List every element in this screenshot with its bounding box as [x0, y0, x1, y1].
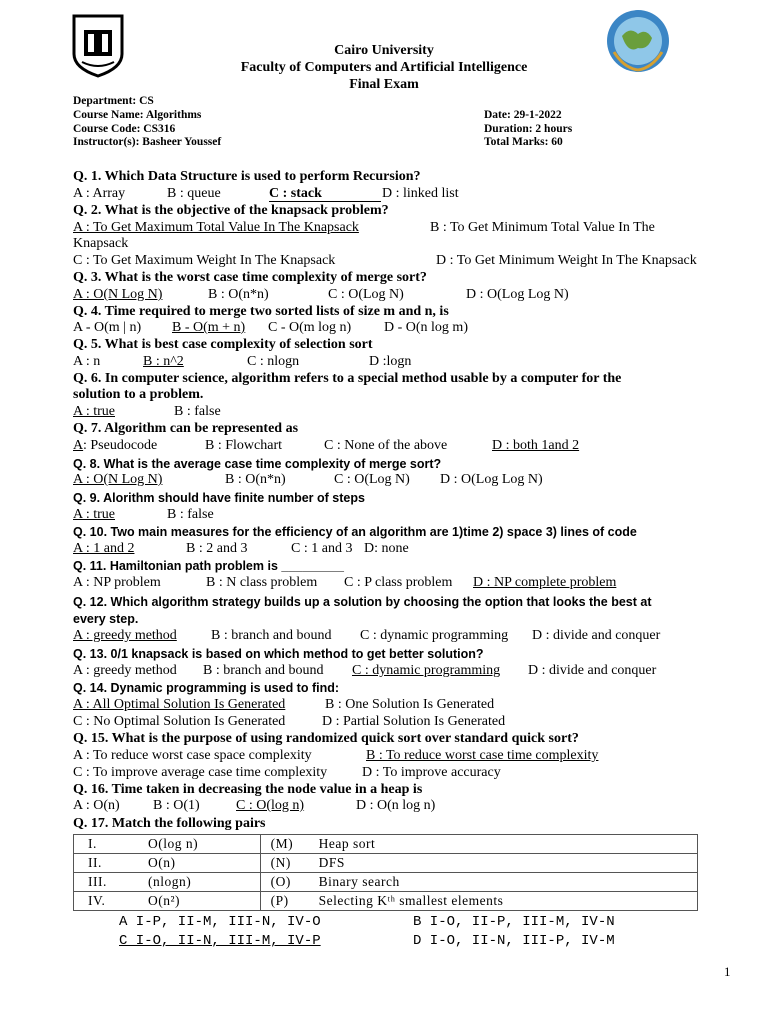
q2-option-a: A : To Get Maximum Total Value In The Knapsack — [73, 220, 359, 235]
row-letter: (M) — [260, 835, 315, 854]
q4-option-d: D - O(n log m) — [384, 320, 468, 335]
question-12: Q. 12. Which algorithm strategy builds up a solution by choosing the option that looks the best at — [73, 595, 652, 609]
page-number: 1 — [724, 964, 731, 979]
question-6-cont: solution to a problem. — [73, 387, 204, 402]
question-14: Q. 14. Dynamic programming is used to find: — [73, 681, 340, 695]
row-numeral: IV. — [74, 892, 145, 911]
question-4: Q. 4. Time required to merge two sorted lists of size m and n, is — [73, 304, 449, 319]
q8-option-a: A : O(N Log N) — [73, 472, 163, 487]
q10-option-c: C : 1 and 3 — [291, 541, 353, 556]
question-7: Q. 7. Algorithm can be represented as — [73, 421, 299, 436]
q4-option-c: C - O(m log n) — [268, 320, 352, 335]
q3-option-b: B : O(n*n) — [208, 287, 269, 302]
q15-option-a: A : To reduce worst case space complexity — [73, 748, 312, 763]
row-letter: (P) — [260, 892, 315, 911]
table-row — [74, 873, 698, 892]
q14-option-b: B : One Solution Is Generated — [325, 697, 495, 712]
q12-option-c: C : dynamic programming — [360, 628, 509, 643]
q1-option-c: C : stack — [269, 186, 381, 202]
q17-option-a: A I-P, II-M, III-N, IV-O — [119, 914, 321, 930]
q16-option-c: C : O(log n) — [236, 798, 305, 813]
row-numeral: III. — [74, 873, 145, 892]
row-complexity: (nlogn) — [144, 873, 260, 892]
row-numeral: II. — [74, 854, 145, 873]
q9-option-a: A : true — [73, 507, 115, 522]
q13-option-c: C : dynamic programming — [352, 663, 501, 678]
q1-option-a: A : Array — [73, 186, 126, 201]
q13-option-d: D : divide and conquer — [528, 663, 657, 678]
question-13: Q. 13. 0/1 knapsack is based on which method to get better solution? — [73, 647, 484, 661]
q7-option-a-letter: A — [73, 438, 84, 453]
row-numeral: I. — [74, 835, 145, 854]
q5-option-d: D :logn — [369, 354, 412, 369]
q6-option-a: A : true — [73, 404, 115, 419]
question-11: Q. 11. Hamiltonian path problem is _________ — [73, 559, 344, 573]
q5-option-a: A : n — [73, 354, 101, 369]
row-letter: (O) — [260, 873, 315, 892]
university-name: Cairo University — [334, 43, 434, 58]
row-letter: (N) — [260, 854, 315, 873]
row-algorithm: Selecting Kᵗʰ smallest elements — [315, 892, 698, 911]
q5-option-b: B : n^2 — [143, 354, 184, 369]
table-row — [74, 835, 698, 854]
q7-option-a: : Pseudocode — [83, 438, 158, 453]
q2-option-b: B : To Get Minimum Total Value In The — [430, 220, 655, 235]
q10-option-b: B : 2 and 3 — [186, 541, 248, 556]
table-row — [74, 892, 698, 911]
q1-option-b: B : queue — [167, 186, 221, 201]
q12-option-b: B : branch and bound — [211, 628, 332, 643]
q9-option-b: B : false — [167, 507, 214, 522]
exam-date: Date: 29-1-2022 — [484, 109, 562, 121]
question-16: Q. 16. Time taken in decreasing the node value in a heap is — [73, 782, 423, 797]
q1-option-d: D : linked list — [382, 186, 459, 201]
q15-option-b: B : To reduce worst case time complexity — [366, 748, 599, 763]
q7-option-d: D : both 1and 2 — [492, 438, 580, 453]
q16-option-a: A : O(n) — [73, 798, 120, 813]
q5-option-c: C : nlogn — [247, 354, 300, 369]
q8-option-c: C : O(Log N) — [334, 472, 410, 487]
q4-option-b: B - O(m + n) — [172, 320, 246, 335]
q11-option-a: A : NP problem — [73, 575, 161, 590]
q10-option-a: A : 1 and 2 — [73, 541, 135, 556]
q11-option-b: B : N class problem — [206, 575, 318, 590]
question-2: Q. 2. What is the objective of the knapsack problem? — [73, 203, 389, 218]
q15-option-d: D : To improve accuracy — [362, 765, 501, 780]
course-name: Course Name: Algorithms — [73, 109, 202, 121]
course-code: Course Code: CS316 — [73, 123, 176, 135]
row-algorithm: DFS — [315, 854, 698, 873]
row-complexity: O(log n) — [144, 835, 260, 854]
q14-option-c: C : No Optimal Solution Is Generated — [73, 714, 286, 729]
question-10: Q. 10. Two main measures for the efficiency of an algorithm are 1)time 2) space 3) lines of code — [73, 525, 637, 539]
q2-option-d: D : To Get Minimum Weight In The Knapsack — [436, 253, 697, 268]
row-algorithm: Binary search — [315, 873, 698, 892]
q2-option-c: C : To Get Maximum Weight In The Knapsack — [73, 253, 336, 268]
question-3: Q. 3. What is the worst case time complexity of merge sort? — [73, 270, 427, 285]
q3-option-c: C : O(Log N) — [328, 287, 404, 302]
q7-option-c: C : None of the above — [324, 438, 448, 453]
question-8: Q. 8. What is the average case time complexity of merge sort? — [73, 457, 442, 471]
q8-option-b: B : O(n*n) — [225, 472, 286, 487]
instructor: Instructor(s): Basheer Youssef — [73, 136, 222, 148]
exam-duration: Duration: 2 hours — [484, 123, 573, 135]
q17-option-b: B I-O, II-P, III-M, IV-N — [413, 914, 615, 930]
q8-option-d: D : O(Log Log N) — [440, 472, 543, 487]
question-17: Q. 17. Match the following pairs — [73, 816, 266, 831]
question-6: Q. 6. In computer science, algorithm refers to a special method usable by a computer for the — [73, 371, 622, 386]
department: Department: CS — [73, 95, 154, 107]
question-12-cont: every step. — [73, 612, 139, 626]
question-5: Q. 5. What is best case complexity of selection sort — [73, 337, 373, 352]
q17-option-c: C I-O, II-N, III-M, IV-P — [119, 933, 321, 949]
q17-option-d: D I-O, II-N, III-P, IV-M — [413, 933, 615, 949]
q12-option-a: A : greedy method — [73, 628, 177, 643]
question-15: Q. 15. What is the purpose of using randomized quick sort over standard quick sort? — [73, 731, 579, 746]
q13-option-b: B : branch and bound — [203, 663, 324, 678]
q6-option-b: B : false — [174, 404, 221, 419]
q4-option-a: A - O(m | n) — [73, 320, 142, 335]
q11-option-c: C : P class problem — [344, 575, 453, 590]
match-table — [73, 834, 698, 911]
q7-option-b: B : Flowchart — [205, 438, 282, 453]
exam-title: Final Exam — [349, 77, 419, 92]
row-algorithm: Heap sort — [315, 835, 698, 854]
q2-option-b-cont: Knapsack — [73, 236, 129, 251]
total-marks: Total Marks: 60 — [484, 136, 563, 148]
question-9: Q. 9. Alorithm should have finite number of steps — [73, 491, 365, 505]
q14-option-d: D : Partial Solution Is Generated — [322, 714, 506, 729]
question-1: Q. 1. Which Data Structure is used to perform Recursion? — [73, 169, 421, 184]
table-row — [74, 854, 698, 873]
row-complexity: O(n²) — [144, 892, 260, 911]
q10-option-d: D: none — [364, 541, 409, 556]
q3-option-a: A : O(N Log N) — [73, 287, 163, 302]
q15-option-c: C : To improve average case time complexity — [73, 765, 328, 780]
faculty-name: Faculty of Computers and Artificial Intelligence — [240, 60, 528, 75]
q13-option-a: A : greedy method — [73, 663, 177, 678]
q16-option-d: D : O(n log n) — [356, 798, 436, 813]
q16-option-b: B : O(1) — [153, 798, 200, 813]
q12-option-d: D : divide and conquer — [532, 628, 661, 643]
q3-option-d: D : O(Log Log N) — [466, 287, 569, 302]
row-complexity: O(n) — [144, 854, 260, 873]
q14-option-a: A : All Optimal Solution Is Generated — [73, 697, 286, 712]
q11-option-d: D : NP complete problem — [473, 575, 617, 590]
